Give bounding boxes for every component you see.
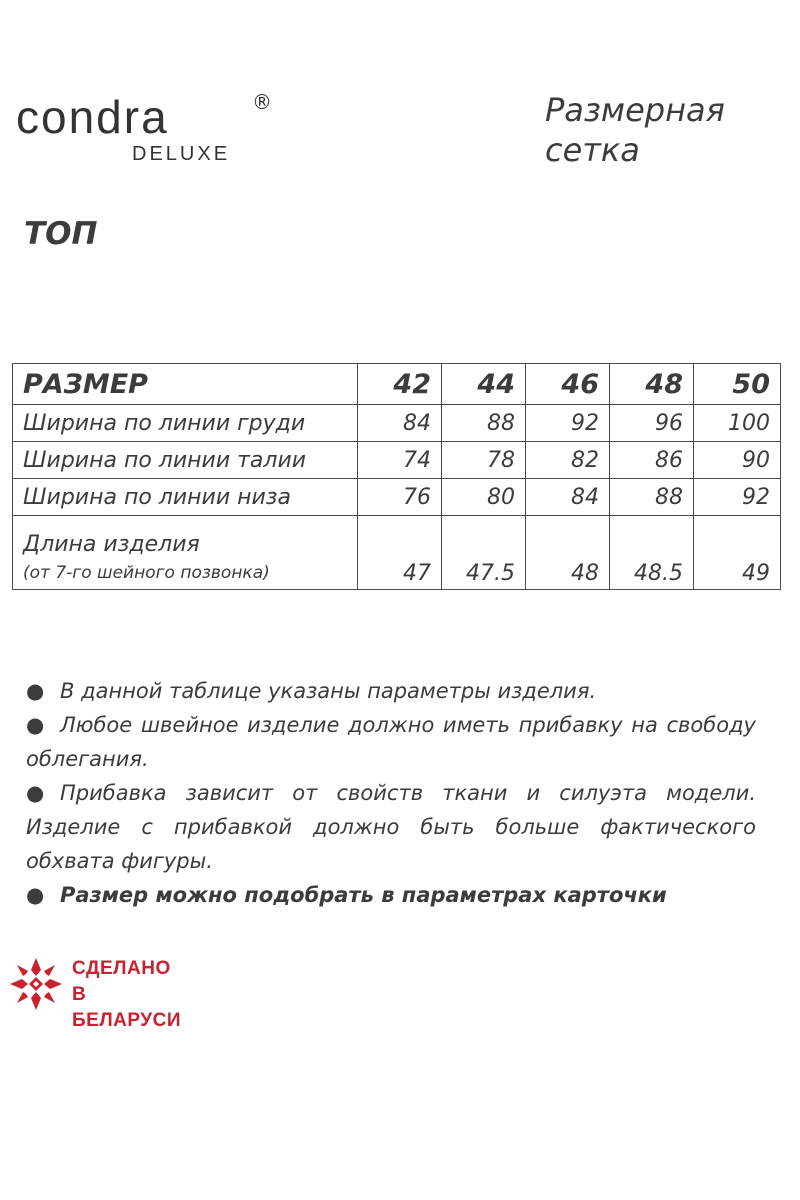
row-label: Ширина по линии груди xyxy=(13,405,358,442)
ornament-star-icon xyxy=(8,956,64,1012)
brand-name: condra xyxy=(16,91,169,143)
made-in-line-2: В БЕЛАРУСИ xyxy=(72,984,182,1031)
brand-logo xyxy=(16,90,272,172)
row-label-note: (от 7-го шейного позвонка) xyxy=(23,563,270,583)
table-cell: 84 xyxy=(526,479,610,516)
note-item xyxy=(26,708,756,776)
row-label xyxy=(13,516,358,590)
table-cell: 82 xyxy=(526,442,610,479)
table-cell: 88 xyxy=(610,479,694,516)
note-item xyxy=(26,776,756,878)
table-cell: 100 xyxy=(694,405,781,442)
note-text: Любое швейное изделие должно иметь прибавку на свободу облегания. xyxy=(26,713,756,771)
size-header-cell: 42 xyxy=(358,364,442,405)
size-header-cell: 46 xyxy=(526,364,610,405)
table-cell: 74 xyxy=(358,442,442,479)
table-cell: 90 xyxy=(694,442,781,479)
notes-list xyxy=(26,674,756,912)
note-text: Прибавка зависит от свойств ткани и силуэта модели. Изделие с прибавкой должно быть больше фактического обхвата фигуры. xyxy=(26,781,756,873)
table-row xyxy=(13,442,781,479)
size-table xyxy=(12,363,781,590)
registered-mark: ® xyxy=(252,90,272,114)
made-in-text xyxy=(72,956,198,1034)
table-row xyxy=(13,516,781,590)
row-label: Ширина по линии талии xyxy=(13,442,358,479)
size-header-cell: 48 xyxy=(610,364,694,405)
table-cell: 78 xyxy=(442,442,526,479)
table-cell: 92 xyxy=(694,479,781,516)
table-cell: 80 xyxy=(442,479,526,516)
note-item xyxy=(26,878,756,912)
table-cell: 48 xyxy=(526,516,610,590)
table-cell: 84 xyxy=(358,405,442,442)
size-header-cell: 44 xyxy=(442,364,526,405)
size-header-label: РАЗМЕР xyxy=(13,364,358,405)
brand-subline: DELUXE xyxy=(132,143,231,165)
table-cell: 96 xyxy=(610,405,694,442)
table-row xyxy=(13,405,781,442)
note-text: Размер можно подобрать в параметрах карточки xyxy=(60,883,667,907)
bullet-icon: ● xyxy=(26,679,45,703)
table-cell: 76 xyxy=(358,479,442,516)
document-title: Размерная сетка xyxy=(545,91,725,169)
row-label-main: Длина изделия xyxy=(23,532,200,557)
table-cell: 88 xyxy=(442,405,526,442)
table-cell: 48.5 xyxy=(610,516,694,590)
table-header-row xyxy=(13,364,781,405)
made-in-line-1: СДЕЛАНО xyxy=(72,958,171,979)
table-row xyxy=(13,479,781,516)
table-cell: 49 xyxy=(694,516,781,590)
bullet-icon: ● xyxy=(26,883,45,907)
row-label: Ширина по линии низа xyxy=(13,479,358,516)
bullet-icon: ● xyxy=(26,713,45,737)
product-name: ТОП xyxy=(24,216,98,252)
table-cell: 86 xyxy=(610,442,694,479)
table-cell: 47.5 xyxy=(442,516,526,590)
note-item xyxy=(26,674,756,708)
bullet-icon: ● xyxy=(26,781,45,805)
table-cell: 47 xyxy=(358,516,442,590)
note-text: В данной таблице указаны параметры изделия. xyxy=(60,679,597,703)
made-in-belarus-badge xyxy=(8,952,198,1031)
table-cell: 92 xyxy=(526,405,610,442)
size-header-cell: 50 xyxy=(694,364,781,405)
